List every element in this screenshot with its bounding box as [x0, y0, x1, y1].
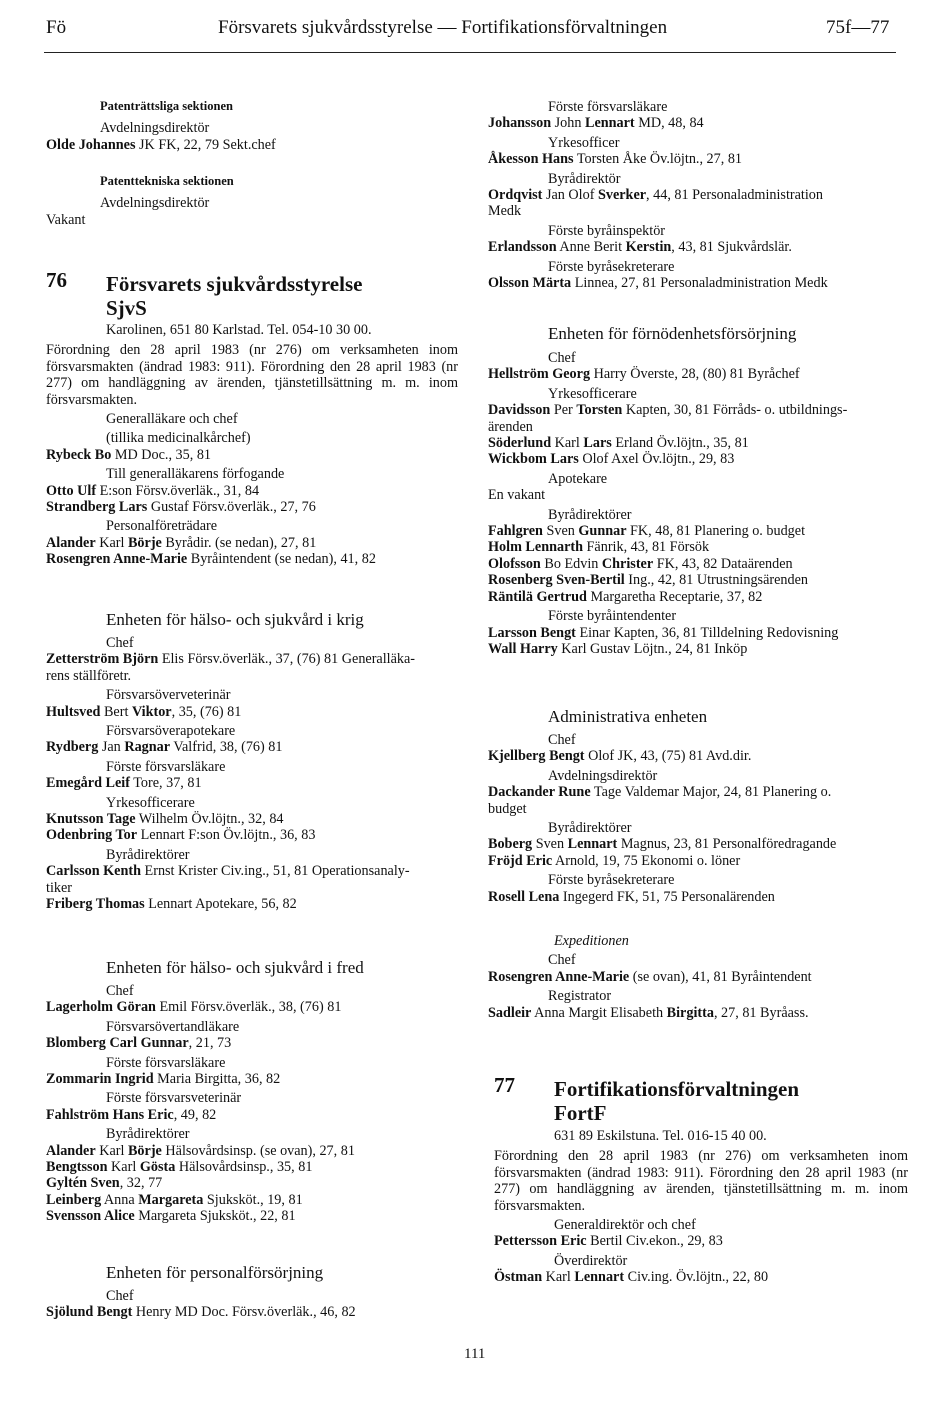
role-label: Byrådirektörer [548, 820, 632, 837]
person-entry: Holm Lennarth Fänrik, 43, 81 Försök [488, 539, 710, 556]
role-label: Till generalläkarens förfogande [106, 466, 285, 483]
role-label: Förste byråinspektör [548, 222, 666, 239]
unit-heading: Enheten för personalförsörjning [106, 1263, 324, 1282]
person-entry: Otto Ulf E:son Försv.överläk., 31, 84 [46, 482, 260, 499]
entry-list [46, 635, 458, 913]
person-entry: Boberg Sven Lennart Magnus, 23, 81 Personalföredragande [488, 836, 837, 853]
person-entry: Zommarin Ingrid Maria Birgitta, 36, 82 [46, 1071, 281, 1088]
person-entry: Gyltén Sven, 32, 77 [46, 1175, 163, 1192]
person-entry: Olsson Märta Linnea, 27, 81 Personaladministration Medk [488, 275, 828, 292]
role-label: Avdelningsdirektör [548, 767, 658, 784]
person-entry: Alander Karl Börje Byrådir. (se nedan), 27, 81 [46, 534, 317, 551]
role-label: Chef [106, 635, 134, 651]
role-label: Chef [548, 732, 576, 748]
role-label: Försvarsöverveterinär [106, 687, 231, 704]
header-title: Försvarets sjukvårdsstyrelse — Fortifikationsförvaltningen [218, 17, 668, 38]
entry-list [488, 952, 902, 1021]
person-entry: Wickbom Lars Olof Axel Öv.löjtn., 29, 83 [488, 451, 735, 468]
role-label: Chef [548, 952, 576, 969]
person-entry: Söderlund Karl Lars Erland Öv.löjtn., 35, 81 [488, 435, 749, 452]
role-label: Yrkesofficerare [548, 385, 637, 402]
role-label: Yrkesofficer [548, 134, 620, 151]
person-entry: Bengtsson Karl Gösta Hälsovårdsinsp., 35, 81 [46, 1159, 313, 1176]
unit-heading: Enheten för hälso- och sjukvård i fred [106, 958, 364, 977]
role-label: Byrådirektörer [106, 846, 190, 863]
person-entry: Rydberg Jan Ragnar Valfrid, 38, (76) 81 [46, 739, 283, 756]
entry-list [46, 983, 458, 1225]
address: 631 89 Eskilstuna. Tel. 016-15 40 00. [554, 1128, 767, 1144]
person-entry: Larsson Bengt Einar Kapten, 36, 81 Tilldelning Redovisning [488, 624, 839, 641]
person-entry: Carlsson Kenth Ernst Krister Civ.ing., 51, 81 Operationsanaly- [46, 863, 410, 880]
unit-personal [46, 1263, 458, 1321]
page-number: 111 [464, 1346, 486, 1362]
section-title-76: Försvarets sjukvårdsstyrelse SjvS [106, 272, 363, 320]
person-entry: Ordqvist Jan Olof Sverker, 44, 81 Personaladministration [488, 187, 823, 204]
role-label: Förste försvarsläkare [106, 758, 226, 775]
person-entry: Åkesson Hans Torsten Åke Öv.löjtn., 27, 81 [488, 151, 743, 168]
person-entry: Zetterström Björn Elis Försv.överläk., 37, (76) 81 Generalläka- [46, 651, 416, 668]
role-label: Apotekare [548, 470, 608, 487]
role-label: Förste försvarsläkare [106, 1054, 226, 1071]
header-left: Fö [46, 17, 67, 38]
entry-list [46, 411, 458, 568]
person-entry: Östman Karl Lennart Civ.ing. Öv.löjtn., 22, 80 [494, 1269, 769, 1286]
role-label: Försvarsövertandläkare [106, 1018, 240, 1035]
person-entry: Emegård Leif Tore, 37, 81 [46, 775, 202, 792]
person-entry: Erlandsson Anne Berit Kerstin, 43, 81 Sjukvårdslär. [488, 239, 792, 256]
person-entry: Leinberg Anna Margareta Sjuksköt., 19, 81 [46, 1191, 303, 1208]
person-entry: Olofsson Bo Edvin Christer FK, 43, 82 Dataärenden [488, 555, 793, 572]
header-page-ref: 75f—77 [826, 17, 890, 38]
person-entry: Olde Johannes JK FK, 22, 79 Sekt.chef [46, 136, 276, 153]
unit-admin [488, 707, 902, 905]
right-top-entries [488, 96, 902, 291]
role-label: Generalläkare och chef [106, 411, 238, 428]
role-label: Förste byråintendenter [548, 608, 677, 625]
role-label: Byrådirektörer [106, 1126, 190, 1143]
unit-heading: Administrativa enheten [548, 707, 708, 726]
person-entry: Rosell Lena Ingegerd FK, 51, 75 Personalärenden [488, 888, 775, 905]
role-label: Chef [548, 350, 576, 366]
unit-fornodenhet [488, 324, 902, 657]
decree: Förordning den 28 april 1983 (nr 276) om verksamheten inom försvarsmakten (ändrad 1983: 911). Förordning den 28 april 1983 (nr 277) om handläggning av ärenden, tjänstetillsättning m. m. inom försvarsmakten. [46, 342, 458, 408]
entry-list [46, 1288, 458, 1321]
person-entry: Johansson John Lennart MD, 48, 84 [488, 115, 704, 132]
header-rule [44, 52, 896, 53]
entry-list [488, 99, 902, 291]
role-label: Förste byråsekreterare [548, 872, 675, 889]
person-entry: Fröjd Eric Arnold, 19, 75 Ekonomi o. löner [488, 852, 741, 869]
role-label: Avdelningsdirektör [100, 195, 210, 212]
person-entry: Rosengren Anne-Marie Byråintendent (se nedan), 41, 82 [46, 551, 376, 568]
role-label: Avdelningsdirektör [100, 120, 210, 137]
person-entry: Davidsson Per Torsten Kapten, 30, 81 Förråds- o. utbildnings- [488, 402, 848, 419]
role-label: Chef [106, 983, 134, 999]
entry-list [494, 1217, 908, 1286]
role-label: Försvarsöverapotekare [106, 723, 236, 740]
decree: Förordning den 28 april 1983 (nr 276) om verksamheten inom försvarsmakten (ändrad 1983: 911). Förordning den 28 april 1983 (nr 277) om handläggning av ärenden, tjänstetillsättning m. m. inom försvarsmakten. [494, 1148, 908, 1214]
person-entry: Fahlgren Sven Gunnar FK, 48, 81 Planering o. budget [488, 523, 806, 540]
person-entry: Pettersson Eric Bertil Civ.ekon., 29, 83 [494, 1233, 723, 1250]
unit-fred [46, 958, 458, 1225]
role-label: Generaldirektör och chef [554, 1217, 696, 1234]
section-heading: Patenttekniska sektionen [100, 174, 234, 188]
unit-heading: Expeditionen [554, 933, 629, 949]
person-entry: Dackander Rune Tage Valdemar Major, 24, 81 Planering o. [488, 784, 832, 801]
continuation-text: tiker [46, 879, 72, 896]
fortf-body [494, 1128, 908, 1286]
person-entry: Hultsved Bert Viktor, 35, (76) 81 [46, 703, 242, 720]
role-label: Registrator [548, 988, 612, 1005]
person-entry: Friberg Thomas Lennart Apotekare, 56, 82 [46, 896, 297, 913]
person-entry: Räntilä Gertrud Margaretha Receptarie, 37, 82 [488, 588, 763, 605]
unit-expedition [488, 933, 902, 1021]
person-entry: Rybeck Bo MD Doc., 35, 81 [46, 446, 212, 463]
patent-block-2 [46, 173, 458, 228]
person-entry: Rosenberg Sven-Bertil Ing., 42, 81 Utrustningsärenden [488, 572, 808, 589]
person-entry: Sadleir Anna Margit Elisabeth Birgitta, 27, 81 Byråass. [488, 1004, 809, 1021]
person-entry: Fahlström Hans Eric, 49, 82 [46, 1106, 217, 1123]
person-entry: Kjellberg Bengt Olof JK, 43, (75) 81 Avd.dir. [488, 748, 752, 765]
section-number-76: 76 [46, 268, 67, 292]
role-label: Förste byråsekreterare [548, 258, 675, 275]
person-entry: Odenbring Tor Lennart F:son Öv.löjtn., 36, 83 [46, 827, 316, 844]
continuation-text: Medk [488, 203, 522, 220]
role-label: Yrkesofficerare [106, 794, 195, 811]
role-label: Chef [106, 1288, 134, 1304]
person-entry: Sjölund Bengt Henry MD Doc. Försv.överläk., 46, 82 [46, 1304, 356, 1321]
role-label: Byrådirektör [548, 170, 621, 187]
role-label: Personalföreträdare [106, 518, 218, 535]
person-entry: Alander Karl Börje Hälsovårdsinsp. (se ovan), 27, 81 [46, 1142, 355, 1159]
sjvs-body [46, 322, 458, 568]
entry-list [488, 732, 902, 905]
person-entry: Svensson Alice Margareta Sjuksköt., 22, 81 [46, 1208, 296, 1225]
vacant-entry: Vakant [46, 211, 86, 228]
person-entry: Wall Harry Karl Gustav Löjtn., 24, 81 Inköp [488, 640, 748, 657]
unit-heading: Enheten för hälso- och sjukvård i krig [106, 610, 364, 629]
unit-krig [46, 610, 458, 913]
section-number-77: 77 [494, 1073, 515, 1097]
person-entry: Hellström Georg Harry Överste, 28, (80) 81 Byråchef [488, 366, 800, 383]
section-title-77: Fortifikationsförvaltningen FortF [554, 1077, 799, 1125]
role-label: Förste försvarsläkare [548, 99, 668, 115]
entry-list [488, 350, 902, 657]
person-entry: Strandberg Lars Gustaf Försv.överläk., 27, 76 [46, 499, 316, 516]
role-label: Förste försvarsveterinär [106, 1090, 242, 1107]
role-label: Byrådirektörer [548, 506, 632, 523]
continuation-text: rens ställföretr. [46, 667, 132, 684]
person-entry: Lagerholm Göran Emil Försv.överläk., 38, (76) 81 [46, 999, 342, 1016]
section-heading: Patenträttsliga sektionen [100, 99, 233, 113]
continuation-text: En vakant [488, 487, 546, 504]
role-label: (tillika medicinalkårchef) [106, 430, 251, 447]
person-entry: Rosengren Anne-Marie (se ovan), 41, 81 Byråintendent [488, 968, 812, 985]
unit-heading: Enheten för förnödenhetsförsörjning [548, 324, 797, 343]
patent-block-1 [46, 98, 458, 153]
person-entry: Knutsson Tage Wilhelm Öv.löjtn., 32, 84 [46, 811, 284, 828]
address: Karolinen, 651 80 Karlstad. Tel. 054-10 30 00. [106, 322, 372, 338]
role-label: Överdirektör [554, 1252, 628, 1269]
continuation-text: ärenden [488, 418, 533, 435]
continuation-text: budget [488, 800, 527, 817]
person-entry: Blomberg Carl Gunnar, 21, 73 [46, 1035, 232, 1052]
